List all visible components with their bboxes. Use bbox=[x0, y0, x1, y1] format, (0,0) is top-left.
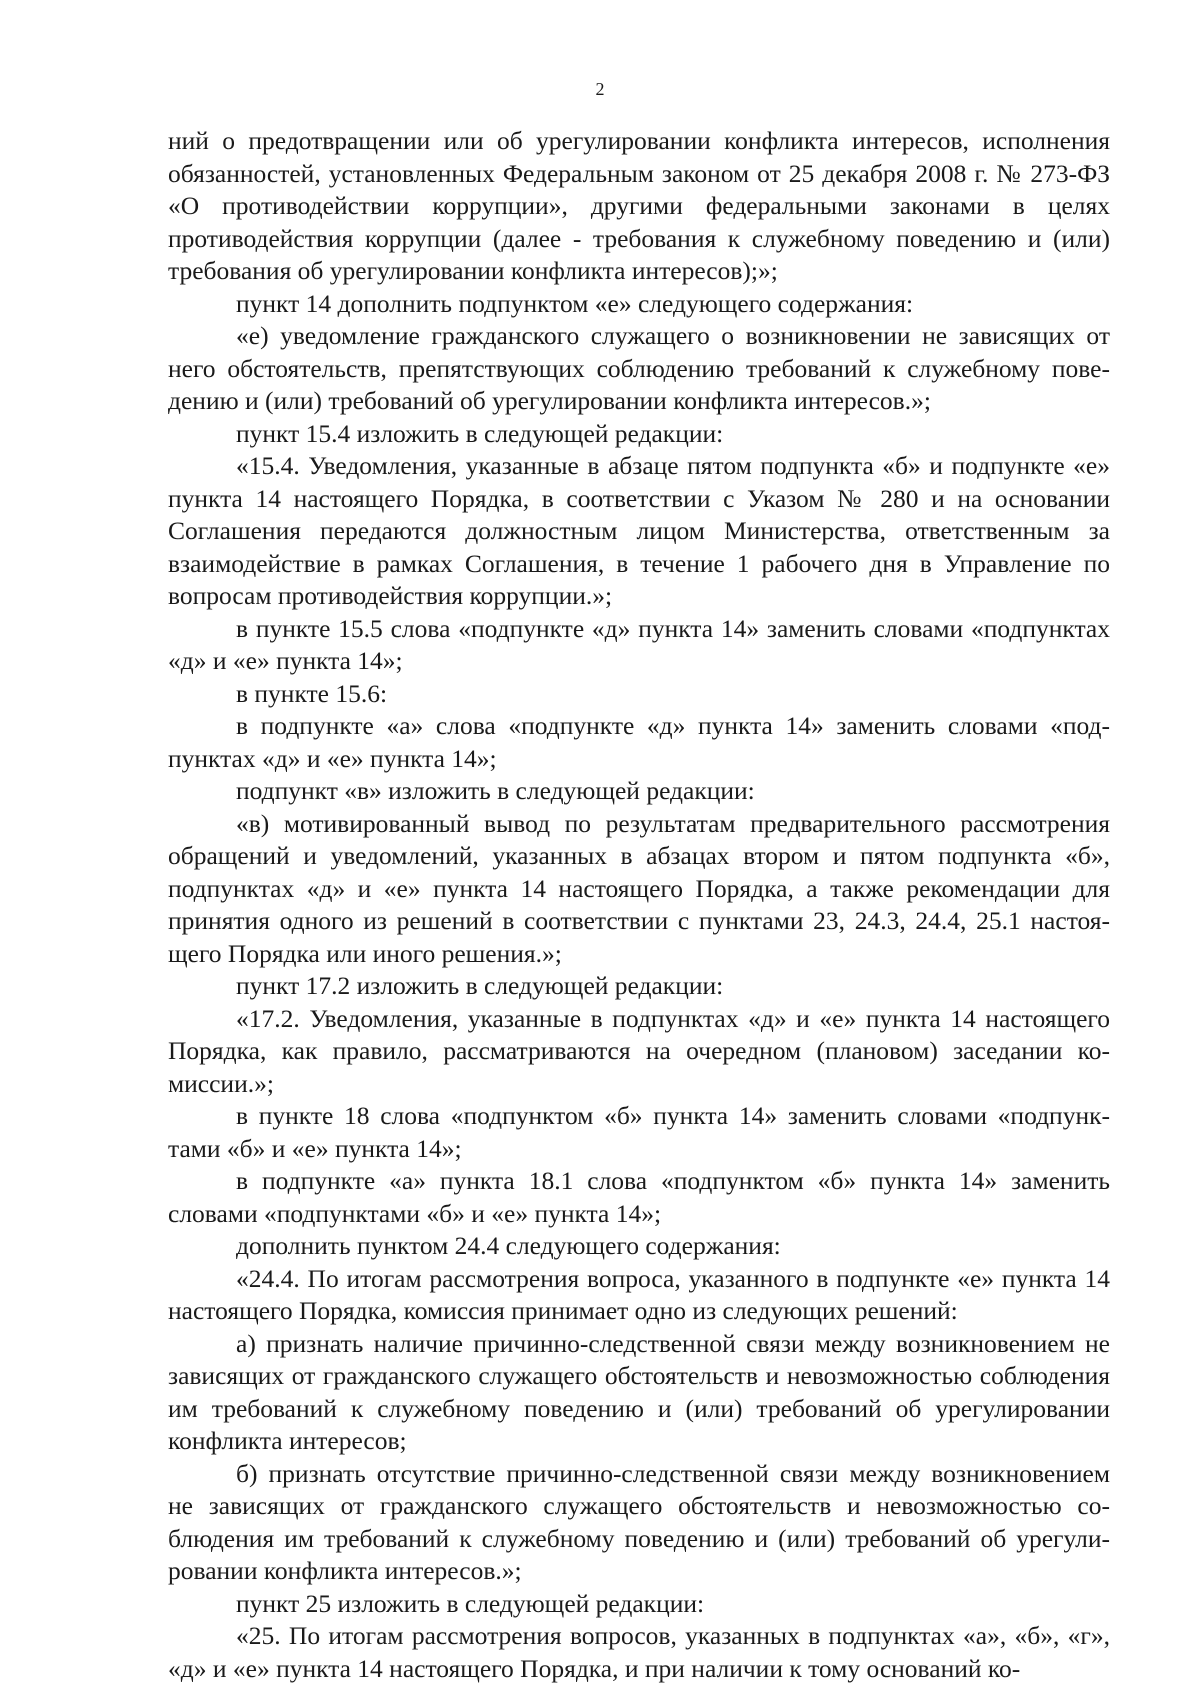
paragraph: пункт 14 дополнить подпунктом «е» следующего содержания: bbox=[236, 288, 914, 318]
paragraph: в пункте 18 слова «подпунктом «б» пункта 14» заменить словами «подпунктами «б» и «е» пункта 14»; bbox=[168, 1101, 1110, 1163]
paragraph: пункт 17.2 изложить в следующей редакции: bbox=[236, 971, 724, 1000]
paragraph: в пункте 15.5 слова «подпункте «д» пункта 14» заменить словами «подпунктах «д» и «е» пункта 14»; bbox=[168, 613, 1110, 675]
paragraph: в подпункте «а» слова «подпункте «д» пункта 14» заменить словами «подпунктах «д» и «е» пункта 14»; bbox=[168, 711, 1110, 773]
paragraph: пункт 15.4 изложить в следующей редакции: bbox=[236, 418, 724, 448]
paragraph: «в) мотивированный вывод по результатам предварительного рассмотрения обращений и уведомлений, указанных в абзацах втором и пятом подпункта «б», подпунктах «д» и «е» пункта 14 настоящего Порядка, а также рекомендации для принятия одного из решений в соответствии с пунктами 23, 24.3, 24.4, 25.1 настоящего Порядка или иного решения.»; bbox=[168, 808, 1110, 968]
paragraph: «24.4. По итогам рассмотрения вопроса, указанного в подпункте «е» пункта 14 настоящего Порядка, комиссия принимает одно из следующих решений: bbox=[168, 1263, 1110, 1325]
page-number: 2 bbox=[595, 79, 605, 99]
paragraph: в пункте 15.6: bbox=[236, 678, 388, 708]
paragraph-continuation: ний о предотвращении или об урегулировании конфликта интересов, исполнения обязанностей, установленных Федеральным законом от 25 декабря 2008 г. № 273-ФЗ «О противодействии коррупции», другими федеральными законами в целях противодействия коррупции (далее - требования к служебному поведению и (или) требования об урегулировании конфликта интересов);»; bbox=[168, 126, 1110, 285]
paragraph: «15.4. Уведомления, указанные в абзаце пятом подпункта «б» и подпункте «е» пункта 14 настоящего Порядка, в соответствии с Указом № 280 и на основании Соглашения передаются должностным лицом Министерства, ответственным за взаимодействие в рамках Соглашения, в течение 1 рабочего дня в Управление по вопросам противодействия коррупции.»; bbox=[168, 451, 1110, 610]
paragraph: подпункт «в» изложить в следующей редакции: bbox=[236, 776, 755, 805]
paragraph: в подпункте «а» пункта 18.1 слова «подпунктом «б» пункта 14» заменить словами «подпунктами «б» и «е» пункта 14»; bbox=[168, 1166, 1110, 1228]
paragraph: дополнить пунктом 24.4 следующего содержания: bbox=[236, 1231, 781, 1260]
paragraph: «17.2. Уведомления, указанные в подпунктах «д» и «е» пункта 14 настоящего Порядка, как правило, рассматриваются на очередном (плановом) заседании комиссии.»; bbox=[168, 1003, 1110, 1098]
document-body bbox=[168, 125, 1110, 1685]
paragraph: «е) уведомление гражданского служащего о возникновении не зависящих от него обстоятельств, препятствующих соблюдению требований к служебному поведению и (или) требований об урегулировании конфликта интересов.»; bbox=[168, 321, 1110, 415]
paragraph: б) признать отсутствие причинно-следственной связи между возникновением не зависящих от гражданского служащего обстоятельств и невозможностью соблюдения им требований к служебному поведению и (или) требований об урегулировании конфликта интересов.»; bbox=[168, 1458, 1110, 1585]
paragraph: «25. По итогам рассмотрения вопросов, указанных в подпунктах «а», «б», «г», «д» и «е» пункта 14 настоящего Порядка, и при наличии к тому оснований ко- bbox=[168, 1621, 1110, 1683]
paragraph: а) признать наличие причинно-следственной связи между возникновением не зависящих от гражданского служащего обстоятельств и невозможностью соблюдения им требований к служебному поведению и (или) требований об урегулировании конфликта интересов; bbox=[168, 1328, 1110, 1455]
paragraph: пункт 25 изложить в следующей редакции: bbox=[236, 1588, 705, 1618]
